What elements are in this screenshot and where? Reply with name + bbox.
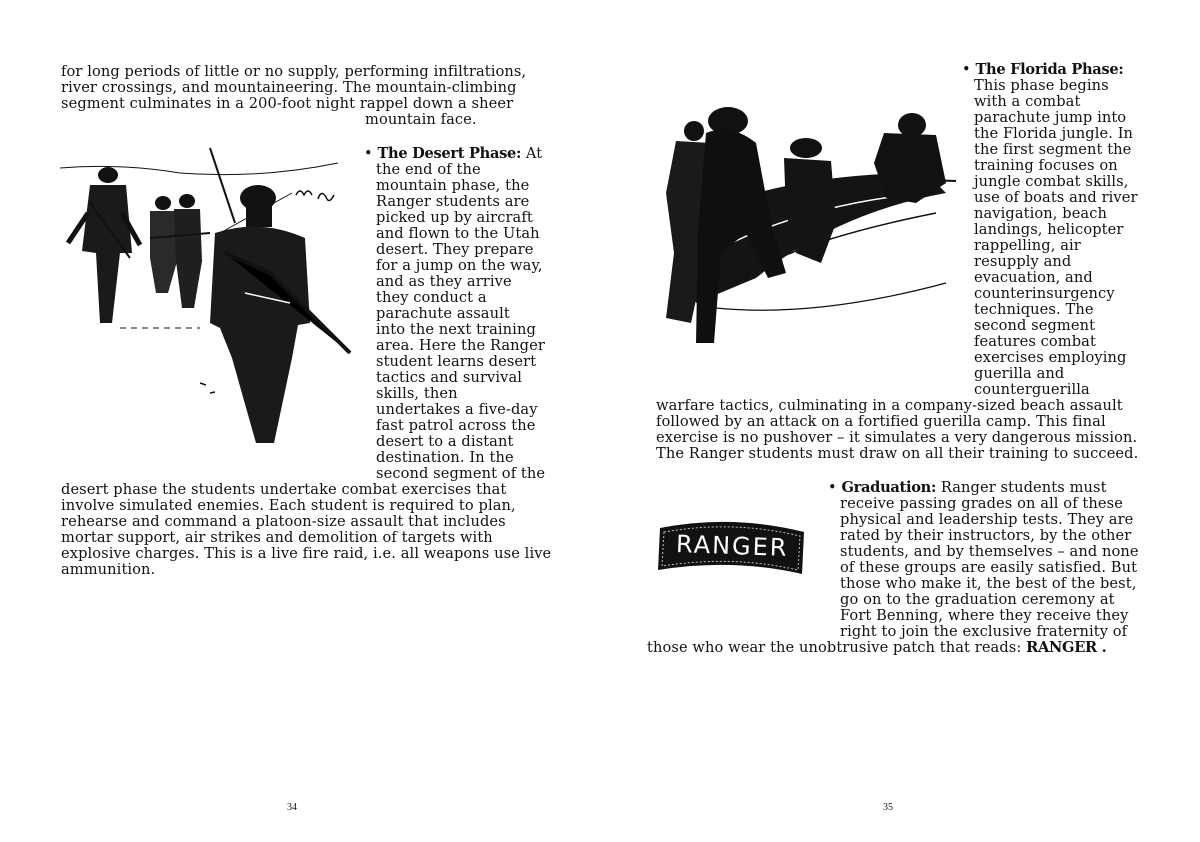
text-line: desert. They prepare: [376, 241, 534, 258]
page-number: 35: [883, 802, 893, 813]
text-line: counterguerilla: [974, 381, 1090, 398]
text-line: training focuses on: [974, 157, 1118, 174]
text-line: students, and by themselves – and none: [840, 543, 1139, 560]
text-fragment: those who wear the unobtrusive patch that reads:: [647, 639, 1022, 656]
text-line: rehearse and command a platoon-size assault that includes: [61, 513, 506, 530]
florida-phase-heading-line: [962, 62, 1123, 78]
text-line: physical and leadership tests. They are: [840, 511, 1134, 528]
text-line: rappelling, air: [974, 237, 1081, 254]
desert-phase-heading: The Desert Phase:: [377, 145, 522, 162]
text-line: Fort Benning, where they receive they: [840, 607, 1129, 624]
text-line: mortar support, air strikes and demolition of targets with: [61, 529, 493, 546]
ranger-emphasis: RANGER .: [1026, 639, 1107, 656]
text-line: navigation, beach: [974, 205, 1108, 222]
text-line: desert phase the students undertake combat exercises that: [61, 481, 507, 498]
text-line: second segment of the: [376, 465, 546, 482]
text-line: techniques. The: [974, 301, 1094, 318]
text-line: the end of the: [376, 161, 481, 178]
bullet-icon: •: [364, 145, 373, 162]
text-line: segment culminates in a 200-foot night rappel down a sheer: [61, 95, 514, 112]
text-line: those who make it, the best of the best,: [840, 575, 1137, 592]
text-line: undertakes a five-day: [376, 401, 538, 418]
text-line: into the next training: [376, 321, 536, 338]
florida-phase-heading: The Florida Phase:: [975, 61, 1124, 78]
ranger-tab-text: RANGER: [675, 530, 789, 562]
florida-boat-illustration: [636, 103, 956, 353]
text-line: Ranger students are: [376, 193, 530, 210]
text-line: mountain phase, the: [376, 177, 530, 194]
text-line: picked up by aircraft: [376, 209, 533, 226]
text-line: warfare tactics, culminating in a company-sized beach assault: [656, 397, 1123, 414]
ranger-tab-patch: [652, 518, 812, 578]
text-line: river crossings, and mountaineering. The mountain-climbing: [61, 79, 517, 96]
text-fragment: Ranger students must: [940, 479, 1107, 496]
text-line: and as they arrive: [376, 273, 512, 290]
text-line: involve simulated enemies. Each student is required to plan,: [61, 497, 516, 514]
graduation-heading: Graduation:: [841, 479, 937, 496]
text-line: desert to a distant: [376, 433, 514, 450]
text-line: right to join the exclusive fraternity of: [840, 623, 1128, 640]
text-line: ammunition.: [61, 561, 156, 578]
text-line: skills, then: [376, 385, 458, 402]
text-line: exercises employing: [974, 349, 1127, 366]
final-text-line: [647, 640, 1106, 656]
desert-phase-heading-line: [364, 146, 542, 162]
text-line: jungle combat skills,: [974, 173, 1129, 190]
text-line: evacuation, and: [974, 269, 1093, 286]
text-line: and flown to the Utah: [376, 225, 540, 242]
text-line: student learns desert: [376, 353, 537, 370]
text-line: resupply and: [974, 253, 1072, 270]
text-line: The Ranger students must draw on all their training to succeed.: [656, 445, 1139, 462]
text-line: receive passing grades on all of these: [840, 495, 1123, 512]
text-line: parachute jump into: [974, 109, 1127, 126]
text-line: mountain face.: [365, 111, 477, 128]
text-line: use of boats and river: [974, 189, 1138, 206]
text-line: landings, helicopter: [974, 221, 1124, 238]
bullet-icon: •: [962, 61, 971, 78]
text-line: tactics and survival: [376, 369, 523, 386]
text-line: features combat: [974, 333, 1096, 350]
text-line: second segment: [974, 317, 1096, 334]
desert-soldiers-illustration: [60, 143, 360, 443]
text-fragment: At: [525, 145, 543, 162]
text-line: for a jump on the way,: [376, 257, 543, 274]
text-line: followed by an attack on a fortified guerilla camp. This final: [656, 413, 1106, 430]
right-page: [600, 0, 1200, 842]
text-line: fast patrol across the: [376, 417, 536, 434]
text-line: guerilla and: [974, 365, 1065, 382]
text-line: the first segment the: [974, 141, 1132, 158]
text-line: destination. In the: [376, 449, 514, 466]
text-line: parachute assault: [376, 305, 510, 322]
text-line: they conduct a: [376, 289, 487, 306]
text-line: exercise is no pushover – it simulates a very dangerous mission.: [656, 429, 1138, 446]
text-line: area. Here the Ranger: [376, 337, 545, 354]
text-line: go on to the graduation ceremony at: [840, 591, 1115, 608]
text-line: rated by their instructors, by the other: [840, 527, 1132, 544]
text-line: the Florida jungle. In: [974, 125, 1134, 142]
text-line: with a combat: [974, 93, 1081, 110]
page-number: 34: [287, 802, 297, 813]
text-line: of these groups are easily satisfied. But: [840, 559, 1138, 576]
text-line: explosive charges. This is a live fire raid, i.e. all weapons use live: [61, 545, 552, 562]
graduation-heading-line: [828, 480, 1107, 496]
text-line: counterinsurgency: [974, 285, 1115, 302]
text-line: This phase begins: [974, 77, 1109, 94]
bullet-icon: •: [828, 479, 837, 496]
text-line: for long periods of little or no supply, performing infiltrations,: [61, 63, 527, 80]
